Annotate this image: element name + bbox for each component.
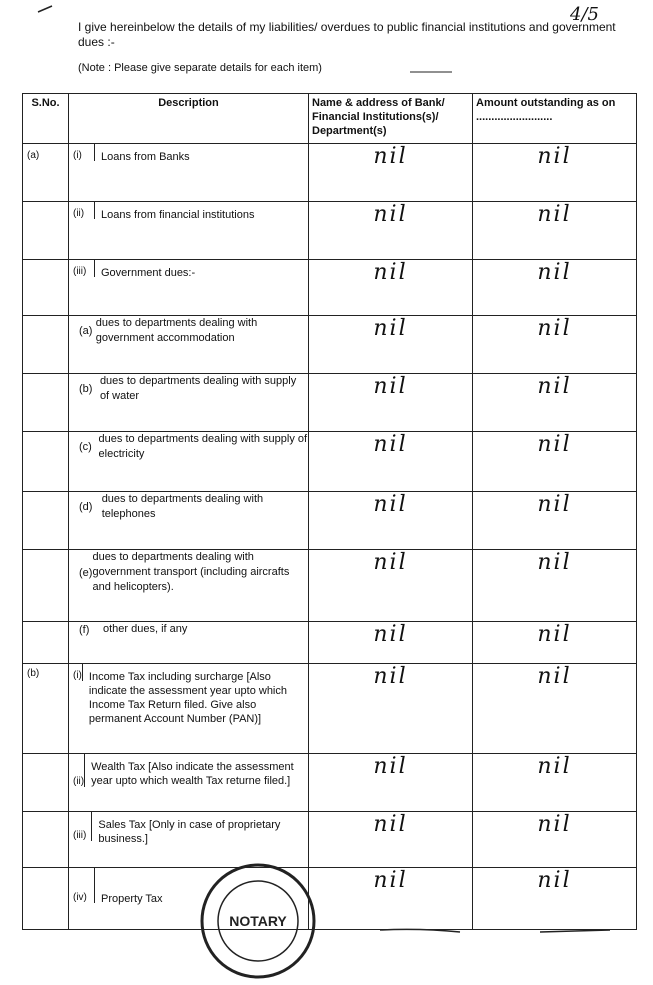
item-number: (f) bbox=[79, 623, 90, 636]
bank-value: nil bbox=[373, 812, 408, 837]
item-number: (e) bbox=[79, 566, 93, 579]
bank-value: nil bbox=[373, 492, 408, 517]
amount-value: nil bbox=[537, 754, 572, 779]
item-description: dues to departments dealing with telephones bbox=[101, 493, 264, 520]
item-number: (iii) bbox=[69, 812, 92, 841]
item-description: dues to departments dealing with government transport (including aircrafts and helicopters). bbox=[92, 551, 290, 593]
bank-value: nil bbox=[373, 144, 408, 169]
amount-value: nil bbox=[537, 432, 572, 457]
page-number: 4/5 bbox=[570, 4, 599, 25]
item-description: dues to departments dealing with supply of water bbox=[99, 375, 297, 402]
item-number: (b) bbox=[79, 383, 93, 395]
item-number: (ii) bbox=[69, 202, 95, 219]
item-number: (ii) bbox=[69, 754, 85, 787]
item-description: Loans from Banks bbox=[101, 151, 190, 163]
bank-value: nil bbox=[373, 550, 408, 575]
amount-value: nil bbox=[537, 622, 572, 647]
item-number: (iii) bbox=[69, 260, 95, 277]
section-b-label: (b) bbox=[23, 664, 69, 754]
item-number: (d) bbox=[79, 501, 93, 513]
item-description: dues to departments dealing with supply of electricity bbox=[98, 433, 308, 460]
bank-value: nil bbox=[373, 868, 408, 893]
item-number: (c) bbox=[79, 441, 92, 453]
item-description: Loans from financial institutions bbox=[101, 209, 255, 221]
amount-value: nil bbox=[537, 260, 572, 285]
amount-value: nil bbox=[537, 550, 572, 575]
amount-value: nil bbox=[537, 316, 572, 341]
amount-value: nil bbox=[537, 492, 572, 517]
item-description: Sales Tax [Only in case of proprietary business.] bbox=[98, 819, 281, 845]
bank-value: nil bbox=[373, 374, 408, 399]
notary-stamp bbox=[196, 862, 320, 980]
bank-value: nil bbox=[373, 432, 408, 457]
item-number: (iv) bbox=[69, 868, 95, 903]
item-description: Government dues:- bbox=[101, 267, 196, 279]
bank-value: nil bbox=[373, 754, 408, 779]
section-a-label: (a) bbox=[23, 144, 69, 202]
amount-value: nil bbox=[537, 374, 572, 399]
bank-value: nil bbox=[373, 622, 408, 647]
header-sno: S.No. bbox=[23, 94, 69, 144]
item-number: (i) bbox=[69, 664, 83, 681]
item-description: Income Tax including surcharge [Also indicate the assessment year upto which Income Tax Return filed. Give also permanent Account Number (PAN)] bbox=[88, 671, 287, 725]
item-description: other dues, if any bbox=[103, 623, 188, 635]
item-description: dues to departments dealing with government accommodation bbox=[95, 317, 258, 344]
bank-value: nil bbox=[373, 260, 408, 285]
bank-value: nil bbox=[373, 316, 408, 341]
item-description: Wealth Tax [Also indicate the assessment year upto which wealth Tax returne filed.] bbox=[91, 761, 294, 787]
bank-value: nil bbox=[373, 664, 408, 689]
amount-value: nil bbox=[537, 868, 572, 893]
item-number: (i) bbox=[69, 144, 95, 161]
amount-value: nil bbox=[537, 812, 572, 837]
note-text: (Note : Please give separate details for each item) bbox=[78, 62, 322, 74]
amount-value: nil bbox=[537, 144, 572, 169]
header-amount: Amount outstanding as on ......................... bbox=[473, 94, 637, 144]
intro-text: I give hereinbelow the details of my liabilities/ overdues to public financial institutions and government dues :- bbox=[78, 20, 616, 49]
amount-value: nil bbox=[537, 202, 572, 227]
item-description: Property Tax bbox=[101, 893, 163, 905]
header-bank: Name & address of Bank/ Financial Institutions(s)/ Department(s) bbox=[309, 94, 473, 144]
amount-value: nil bbox=[537, 664, 572, 689]
stamp-text: NOTARY bbox=[229, 913, 287, 929]
item-number: (a) bbox=[79, 325, 93, 337]
bank-value: nil bbox=[373, 202, 408, 227]
header-description: Description bbox=[69, 94, 309, 144]
